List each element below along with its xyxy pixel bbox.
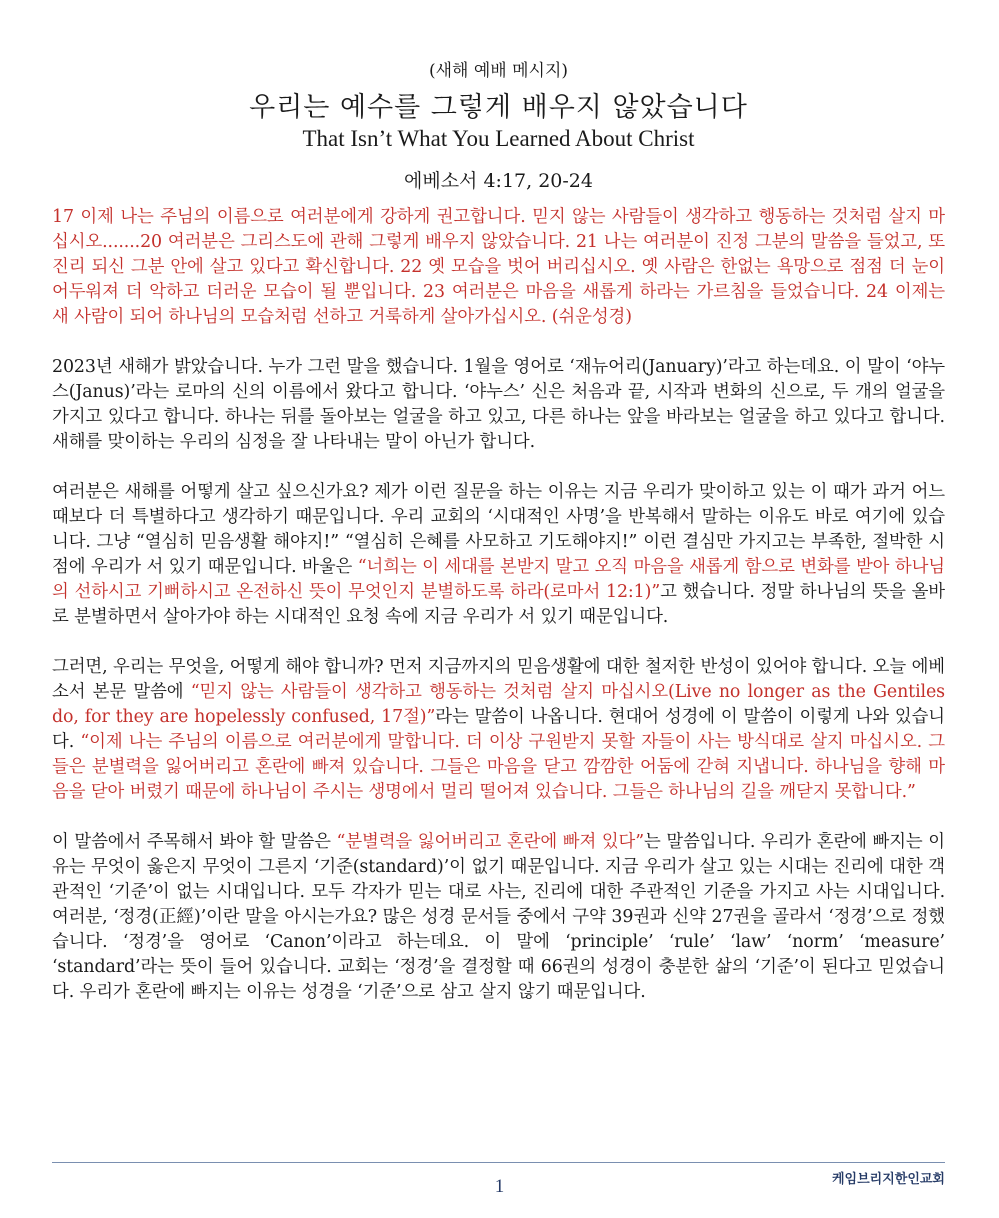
paragraph-4-text-a: 이 말씀에서 주목해서 봐야 할 말씀은 bbox=[52, 832, 337, 852]
paragraph-3-quote-1: “믿지 않는 사람들이 생각하고 행동하는 것처럼 살지 마십시오(Live no longer as the Gentiles do, for they are hopelessly confused, 17절)” bbox=[52, 682, 946, 727]
sermon-title-english: That Isn’t What You Learned About Christ bbox=[302, 126, 695, 151]
paragraph-2-text-b: 고 했습니다. 정말 하나님의 뜻을 올바로 분별하면서 살아가야 하는 시대적인 요청 속에 지금 우리가 서 있기 때문입니다. bbox=[52, 582, 945, 627]
church-name: 케임브리지한인교회 bbox=[831, 1172, 945, 1187]
sermon-subtitle: (새해 예배 메시지) bbox=[428, 61, 569, 81]
paragraph-1: 2023년 새해가 밝았습니다. 누가 그런 말을 했습니다. 1월을 영어로 ‘재뉴어리(January)’라고 하는데요. 이 말이 ‘야누스(Janus)’라는 로마의 신의 이름에서 왔다고 합니다. ‘야누스’ 신은 처음과 끝, 시작과 변화의 신으로, 두 개의 얼굴을 가지고 있다고 합니다. 하나는 뒤를 돌아보는 얼굴을 하고 있고, 다른 하나는 앞을 바라보는 얼굴을 하고 있다고 합니다. 새해를 맞이하는 우리의 심정을 잘 나타내는 말이 아닌가 합니다. bbox=[52, 357, 945, 452]
document-page bbox=[52, 56, 945, 1030]
scripture-reference: 에베소서 4:17, 20-24 bbox=[404, 170, 593, 192]
paragraph-3-quote-2: “이제 나는 주님의 이름으로 여러분에게 말합니다. 더 이상 구원받지 못할 자들이 사는 방식대로 살지 마십시오. 그들은 분별력을 잃어버리고 혼란에 빠져 있습니다. 그들은 마음을 닫고 깜깜한 어둠에 갇혀 지냅니다. 하나님을 향해 마음을 닫아 버렸기 때문에 하나님이 주시는 생명에서 멀리 떨어져 있습니다. 그들은 하나님의 길을 깨닫지 못합니다.” bbox=[52, 732, 946, 802]
paragraph-2 bbox=[52, 480, 945, 630]
scripture-text: 17 이제 나는 주님의 이름으로 여러분에게 강하게 권고합니다. 믿지 않는 사람들이 생각하고 행동하는 것처럼 살지 마십시오.......20 여러분은 그리스도에 관해 그렇게 배우지 않았습니다. 21 나는 여러분이 진정 그분의 말씀을 들었고, 또 진리 되신 그분 안에 살고 있다고 확신합니다. 22 옛 모습을 벗어 버리십시오. 옛 사람은 한없는 욕망으로 점점 더 눈이 어두워져 더 악하고 더러운 모습이 될 뿐입니다. 23 여러분은 마음을 새롭게 하라는 가르침을 들었습니다. 24 이제는 새 사람이 되어 하나님의 모습처럼 선하고 거룩하게 살아가십시오. (쉬운성경) bbox=[52, 207, 945, 327]
paragraph-4-quote: “분별력을 잃어버리고 혼란에 빠져 있다” bbox=[336, 832, 645, 852]
paragraph-3-text-b: 라는 말씀이 나옵니다. 현대어 성경에 이 말씀이 이렇게 나와 있습니다. bbox=[52, 707, 945, 752]
page-number: 1 bbox=[494, 1176, 505, 1197]
paragraph-3-text-a: 그러면, 우리는 무엇을, 어떻게 해야 합니까? 먼저 지금까지의 믿음생활에 대한 철저한 반성이 있어야 합니다. 오늘 에베소서 본문 말씀에 bbox=[52, 657, 945, 702]
paragraph-4-text-b: 는 말씀입니다. 우리가 혼란에 빠지는 이유는 무엇이 옳은지 무엇이 그른지 ‘기준(standard)’이 없기 때문입니다. 지금 우리가 살고 있는 시대는 진리에 대한 객관적인 ‘기준’이 없는 시대입니다. 모두 각자가 믿는 대로 사는, 진리에 대한 주관적인 기준을 가지고 사는 시대입니다. 여러분, ‘정경(正經)’이란 말을 아시는가요? 많은 성경 문서들 중에서 구약 39권과 신약 27권을 골라서 ‘정경’으로 정했습니다. ‘정경’을 영어로 ‘Canon’이라고 하는데요. 이 말에 ‘principle’ ‘rule’ ‘law’ ‘norm’ ‘measure’ ‘standard’라는 뜻이 들어 있습니다. 교회는 ‘정경’을 결정할 때 66권의 성경이 충분한 삶의 ‘기준’이 된다고 믿었습니다. 우리가 혼란에 빠지는 이유는 성경을 ‘기준’으로 삼고 살지 않기 때문입니다. bbox=[52, 832, 946, 1002]
footer-divider bbox=[52, 1162, 945, 1163]
paragraph-2-text-a: 여러분은 새해를 어떻게 살고 싶으신가요? 제가 이런 질문을 하는 이유는 지금 우리가 맞이하고 있는 이 때가 과거 어느 때보다 더 특별하다고 생각하기 때문입니다. 우리 교회의 ‘시대적인 사명’을 반복해서 말하는 이유도 바로 여기에 있습니다. 그냥 “열심히 믿음생활 해야지!” “열심히 은혜를 사모하고 기도해야지!” 이런 결심만 가지고는 부족한, 절박한 시점에 우리가 서 있기 때문입니다. 바울은 bbox=[52, 482, 945, 577]
sermon-title-korean: 우리는 예수를 그렇게 배우지 않았습니다 bbox=[249, 92, 748, 123]
paragraph-2-quote: “너희는 이 세대를 본받지 말고 오직 마음을 새롭게 함으로 변화를 받아 하나님의 선하시고 기뻐하시고 온전하신 뜻이 무엇인지 분별하도록 하라(로마서 12:1)” bbox=[52, 557, 945, 602]
paragraph-3 bbox=[52, 655, 945, 805]
paragraph-4 bbox=[52, 830, 945, 1005]
